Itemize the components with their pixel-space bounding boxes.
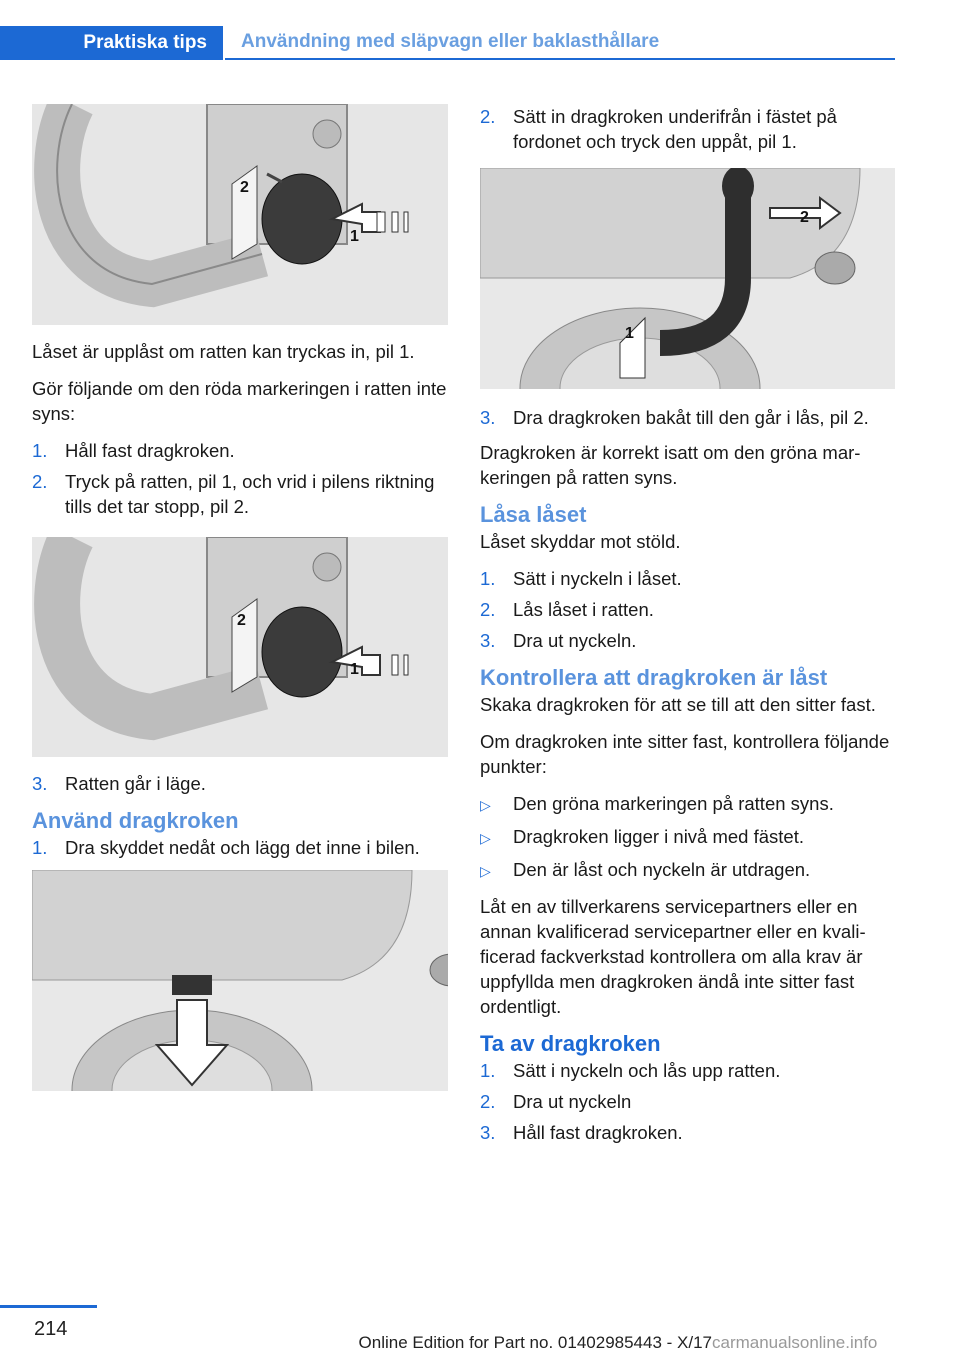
list-item xyxy=(480,628,896,653)
page-number: 214 xyxy=(34,1318,68,1340)
footer-rule xyxy=(0,1305,97,1308)
check-list xyxy=(480,791,896,884)
chapter-tab[interactable]: Praktiska tips xyxy=(0,26,223,60)
list-text: Den är låst och nyckeln är utdragen. xyxy=(513,859,811,880)
step-text: Dra ut nyckeln. xyxy=(513,630,637,651)
steps-list-1b xyxy=(32,771,448,796)
triangle-bullet-icon: ▷ xyxy=(480,863,491,879)
list-item xyxy=(480,1089,896,1114)
step-text: Håll fast dragkroken. xyxy=(513,1122,683,1143)
step-number: 3. xyxy=(480,630,496,651)
step-number: 3. xyxy=(480,1122,496,1143)
list-item xyxy=(480,566,896,591)
step-text: Tryck på ratten, pil 1, och vrid i pilens riktning tills det tar stopp, pil 2. xyxy=(65,471,435,517)
paragraph-correct-fit: Dragkroken är korrekt isatt om den gröna markeringen på ratten syns. xyxy=(480,442,861,488)
list-item xyxy=(480,791,896,818)
arrow-1-label: 1 xyxy=(625,325,634,342)
list-item xyxy=(480,1120,896,1145)
heading-check-locked: Kontrollera att dragkroken är låst xyxy=(480,665,828,690)
step-text: Dra dragkroken bakåt till den går i lås, pil 2. xyxy=(513,407,869,428)
step-text: Dra skyddet nedåt och lägg det inne i bilen. xyxy=(65,837,420,858)
heading-lock: Låsa låset xyxy=(480,502,587,527)
arrow-1-label: 1 xyxy=(350,661,359,678)
step-text: Ratten går i läge. xyxy=(65,773,206,794)
step-text: Dra ut nyckeln xyxy=(513,1091,632,1112)
steps-list-1 xyxy=(32,438,448,519)
list-item xyxy=(32,469,448,519)
list-item xyxy=(480,824,896,851)
paragraph-service: Låt en av tillverkarens servicepartners eller en annan kvalificerad servicepartner eller en kvalificerad fackverkstad kontrollera om alla krav är uppfyllda men dragkroken ändå inte sitter fast ordentligt. xyxy=(480,896,866,1017)
heading-use-tow-hook: Använd dragkroken xyxy=(32,808,239,833)
list-item xyxy=(32,771,448,796)
triangle-bullet-icon: ▷ xyxy=(480,830,491,846)
list-item xyxy=(480,1058,896,1083)
list-text: Dragkroken ligger i nivå med fästet. xyxy=(513,826,804,847)
step-number: 2. xyxy=(480,599,496,620)
list-item xyxy=(32,835,448,860)
figure-cover-down xyxy=(32,870,448,1091)
step-text: Sätt in dragkroken underifrån i fästet på fordonet och tryck den uppåt, pil 1. xyxy=(513,106,837,152)
step-number: 3. xyxy=(480,407,496,428)
arrow-1-label: 1 xyxy=(350,228,359,245)
list-item xyxy=(32,438,448,463)
watermark: carmanualsonline.info xyxy=(712,1333,878,1352)
step-text: Sätt i nyckeln och lås upp ratten. xyxy=(513,1060,781,1081)
list-item xyxy=(480,857,896,884)
step-number: 3. xyxy=(32,773,48,794)
figure-press-turn xyxy=(32,537,448,757)
steps-list-remove xyxy=(480,1058,896,1145)
paragraph-unlocked: Låset är upplåst om ratten kan tryckas in, pil 1. xyxy=(32,341,415,362)
step-number: 2. xyxy=(480,1091,496,1112)
steps-list-pull xyxy=(480,405,896,430)
step-number: 1. xyxy=(480,1060,496,1081)
figure-insert-hook xyxy=(480,168,895,389)
steps-list-insert xyxy=(480,104,896,154)
arrow-2-label: 2 xyxy=(237,612,246,629)
arrow-2-label: 2 xyxy=(240,179,249,196)
figure-lock-unlocked xyxy=(32,104,448,325)
steps-list-use xyxy=(32,835,448,860)
step-number: 2. xyxy=(32,471,48,492)
list-text: Den gröna markeringen på ratten syns. xyxy=(513,793,834,814)
paragraph-check-points: Om dragkroken inte sitter fast, kontrollera följande punkter: xyxy=(480,731,890,777)
right-column xyxy=(480,104,896,1155)
list-item xyxy=(480,597,896,622)
step-number: 1. xyxy=(32,440,48,461)
step-text: Håll fast dragkroken. xyxy=(65,440,235,461)
section-tab[interactable]: Användning med släpvagn eller baklasthållare xyxy=(225,26,895,60)
step-text: Lås låset i ratten. xyxy=(513,599,654,620)
left-column xyxy=(32,104,448,1091)
paragraph-lock-theft: Låset skyddar mot stöld. xyxy=(480,531,681,552)
step-number: 2. xyxy=(480,106,496,127)
step-number: 1. xyxy=(480,568,496,589)
edition-text: Online Edition for Part no. 01402985443 - X/17 xyxy=(358,1333,712,1352)
steps-list-lock xyxy=(480,566,896,653)
heading-remove: Ta av dragkroken xyxy=(480,1031,661,1056)
page-header xyxy=(0,26,895,62)
paragraph-red-marker: Gör följande om den röda markeringen i ratten inte syns: xyxy=(32,378,447,424)
triangle-bullet-icon: ▷ xyxy=(480,797,491,813)
step-number: 1. xyxy=(32,837,48,858)
paragraph-shake: Skaka dragkroken för att se till att den sitter fast. xyxy=(480,694,876,715)
arrow-2-label: 2 xyxy=(800,209,809,226)
step-text: Sätt i nyckeln i låset. xyxy=(513,568,682,589)
list-item xyxy=(480,405,896,430)
list-item xyxy=(480,104,896,154)
